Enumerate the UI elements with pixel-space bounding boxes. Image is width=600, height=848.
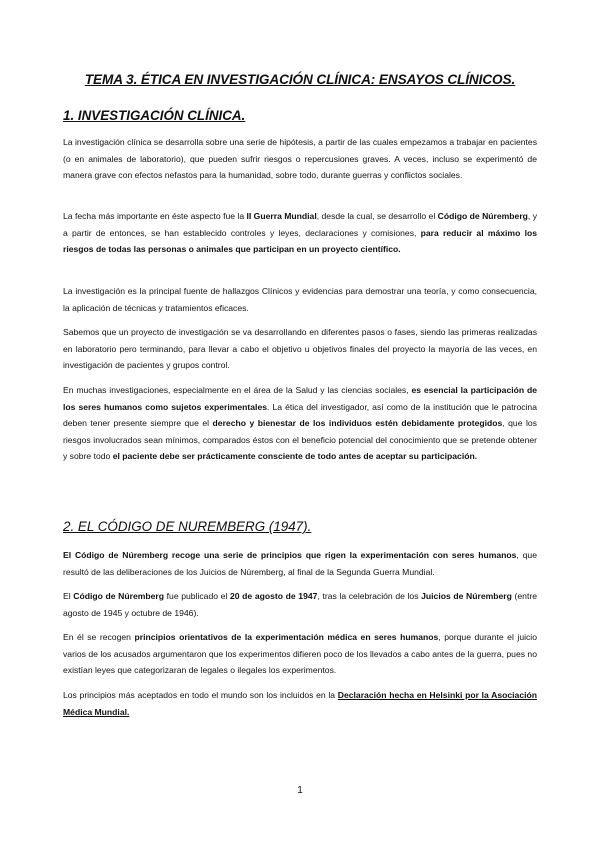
bold-run: II Guerra Mundial	[246, 211, 317, 221]
section-1-paragraph-5	[63, 382, 537, 465]
text-run: , que resultó de las deliberaciones de los Juicios de Núremberg, al final de la Segunda Guerra Mundial.	[63, 550, 537, 577]
bold-run: Código de Núremberg	[73, 591, 165, 601]
page-number: 1	[297, 785, 303, 796]
text-run: Los principios más aceptados en todo el mundo son los incluidos en la	[63, 690, 338, 700]
bold-run: derecho y bienestar de los individuos estén debidamente protegidos	[212, 418, 503, 429]
section-2-paragraph-2	[63, 588, 537, 621]
text-run: , desde la cual, se desarrollo el	[316, 211, 438, 221]
section-2-paragraph-4	[63, 687, 537, 720]
text-run: El	[63, 591, 74, 601]
section-2-heading: 2. EL CÓDIGO DE NUREMBERG (1947).	[63, 519, 312, 534]
section-1-heading: 1. INVESTIGACIÓN CLÍNICA.	[63, 108, 246, 123]
text-run: , porque durante el juicio varios de los acusados argumentaron que los experimentos difieren poco de los llevados a cabo antes de la guerra, pues no existían leyes que categorizaran de legales o ilegales los experimentos.	[63, 632, 537, 676]
text-run: (entre agosto de 1945 y octubre de 1946).	[63, 591, 537, 618]
text-run: , y a partir de entonces, se han establecido controles y leyes, declaraciones y comisiones,	[63, 211, 538, 238]
bold-run: 20 de agosto de 1947	[229, 591, 318, 601]
text-run: , que los riesgos involucrados sean mínimos, comparados éstos con el beneficio potencial del conocimiento que se pretende obtener y sobre todo	[63, 418, 537, 462]
section-1-paragraph-1: La investigación clínica se desarrolla sobre una serie de hipótesis, a partir de las cuales empezamos a trabajar en pacientes (o en animales de laboratorio), que pueden sufrir riesgos o repercusiones graves. A veces, incluso se experimentó de manera grave con efectos nefastos para la humanidad, sobre todo, durante guerras y conflictos sociales.	[63, 137, 537, 181]
text-run: En él se recogen	[63, 632, 135, 642]
section-1-paragraph-3: La investigación es la principal fuente de hallazgos Clínicos y evidencias para demostrar una teoría, y como consecuencia, la aplicación de técnicas y tratamientos eficaces.	[63, 286, 537, 313]
bold-run: para reducir al máximo los riesgos de todas las personas o animales que participan en un proyecto científico.	[63, 227, 537, 255]
text-run: , tras la celebración de los	[317, 591, 422, 601]
bold-run: principios orientativos de la experimentación médica en seres humanos	[134, 632, 439, 642]
bold-run: Juicios de Núremberg	[421, 591, 512, 601]
text-run: fue publicado el	[164, 591, 230, 601]
bold-run: Código de Núremberg	[437, 211, 528, 221]
bold-run: el paciente debe ser prácticamente consciente de todo antes de aceptar su participación.	[112, 451, 478, 462]
section-2-paragraph-3	[63, 629, 537, 679]
document-title: TEMA 3. ÉTICA EN INVESTIGACIÓN CLÍNICA: ENSAYOS CLÍNICOS.	[84, 72, 516, 87]
text-run: La fecha más importante en éste aspecto fue la	[63, 211, 247, 221]
bold-run: El Código de Núremberg recoge una serie de principios que rigen la experimentación con seres humanos	[63, 550, 517, 560]
text-run: . La ética del investigador, así como de la institución que le patrocina deben tener presente siempre que el	[63, 401, 537, 429]
text-run: En muchas investigaciones, especialmente en el área de la Salud y las ciencias sociales,	[63, 385, 412, 395]
section-1-paragraph-4: Sabemos que un proyecto de investigación se va desarrollando en diferentes pasos o fases, siendo las primeras realizadas en laboratorio pero terminando, para llevar a cabo el objetivo u objetivos finales del proyecto la mayoría de las veces, en investigación de pacientes y grupos control.	[63, 327, 537, 371]
helsinki-declaration-reference: Declaración hecha en Helsinki por la Asociación Médica Mundial.	[63, 690, 537, 717]
section-1-paragraph-2	[63, 208, 537, 258]
bold-run: es esencial la participación de los seres humanos como sujetos experimentales	[63, 385, 537, 412]
section-2-paragraph-1	[63, 547, 537, 580]
